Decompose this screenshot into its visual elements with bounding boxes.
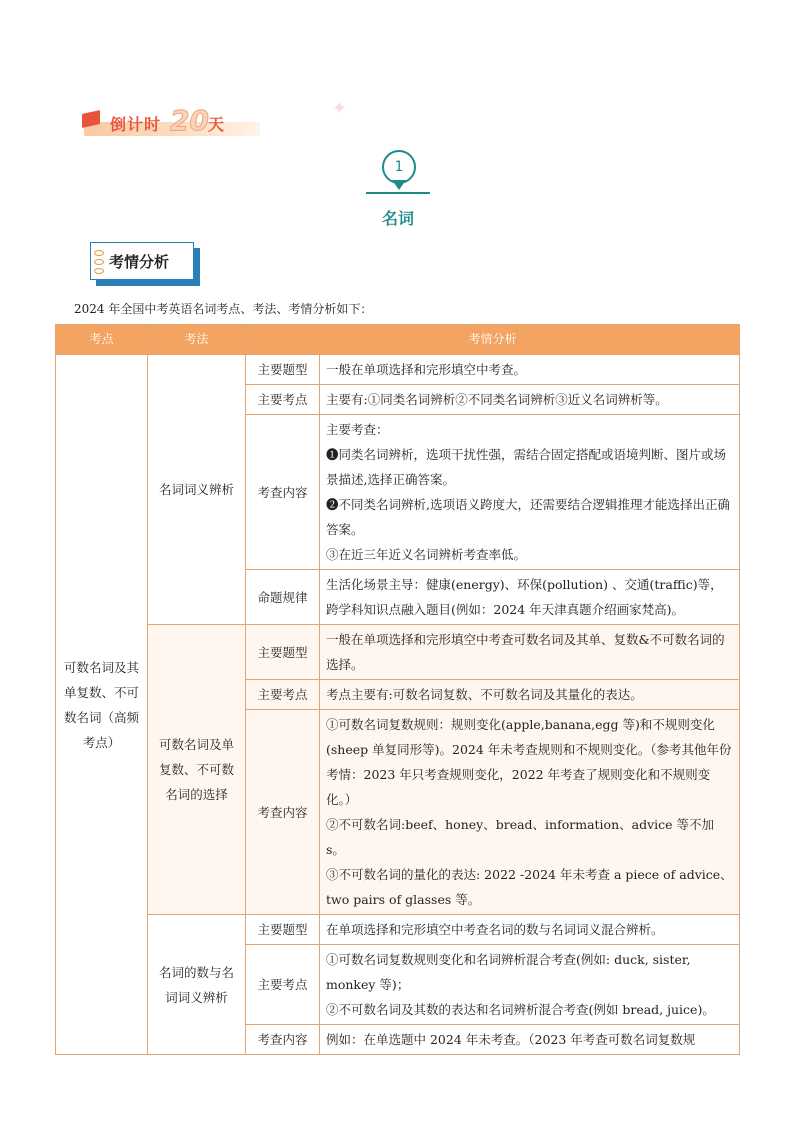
row-content (320, 385, 740, 415)
binder-ring-icon (94, 268, 104, 274)
content-line: ❶同类名词辨析，选项干扰性强，需结合固定搭配或语境判断、图片或场景描述,选择正确答案。 (326, 447, 727, 487)
row-content (320, 945, 740, 1025)
section-index: 1 (382, 150, 416, 184)
content-line: ①可数名词复数规则变化和名词辨析混合考查(例如: duck, sister, monkey 等)； (326, 952, 691, 992)
row-label: 考查内容 (246, 1025, 320, 1055)
table-row (56, 915, 740, 945)
content-line: 一般在单项选择和完形填空中考查。 (326, 362, 527, 377)
content-line: ①可数名词复数规则：规则变化(apple,banana,egg 等)和不规则变化(sheep 单复同形等)。2024 年未考查规则和不规则变化。（参考其他年份考情：2023 年只考查规则变化，2022 年考查了规则变化和不规则变化。） (326, 717, 732, 807)
analysis-table (55, 324, 740, 1055)
pin-tip-icon (392, 180, 406, 190)
row-content (320, 710, 740, 915)
method-cell: 名词的数与名词词义辨析 (148, 915, 246, 1055)
row-label: 考查内容 (246, 710, 320, 915)
row-label: 主要考点 (246, 385, 320, 415)
row-label: 主要题型 (246, 625, 320, 680)
binder-ring-icon (94, 259, 104, 265)
content-line: ③在近三年近义名词辨析考查率低。 (326, 547, 527, 562)
method-cell: 名词词义辨析 (148, 355, 246, 625)
section-underline (366, 192, 430, 194)
content-line: 主要有:①同类名词辨析②不同类名词辨析③近义名词辨析等。 (326, 392, 668, 407)
countdown-banner (82, 98, 348, 137)
row-content (320, 915, 740, 945)
row-content (320, 625, 740, 680)
row-label: 主要考点 (246, 680, 320, 710)
row-label: 主要题型 (246, 355, 320, 385)
row-label: 主要考点 (246, 945, 320, 1025)
banner-prefix: 倒计时 (110, 115, 162, 134)
row-label: 命题规律 (246, 570, 320, 625)
row-content (320, 1025, 740, 1055)
analysis-heading (90, 242, 198, 284)
table-header-row (56, 325, 740, 355)
content-line: ❷不同类名词辨析,选项语义跨度大，还需要结合逻辑推理才能选择出正确答案。 (326, 497, 730, 537)
content-line: ②不可数名词及其数的表达和名词辨析混合考查(例如 bread, juice)。 (326, 1002, 715, 1017)
row-label: 主要题型 (246, 915, 320, 945)
content-line: 考点主要有:可数名词复数、不可数名词及其量化的表达。 (326, 687, 643, 702)
intro-text: 2024 年全国中考英语名词考点、考法、考情分析如下： (74, 302, 373, 316)
topic-cell: 可数名词及其单复数、不可数名词（高频考点） (56, 355, 148, 1055)
content-line: 生活化场景主导：健康(energy)、环保(pollution) 、交通(traffic)等，跨学科知识点融入题目(例如：2024 年天津真题介绍画家梵高)。 (326, 577, 723, 617)
content-line: ②不可数名词:beef、honey、bread、information、advice 等不加 s。 (326, 817, 715, 857)
content-line: ③不可数名词的量化的表达: 2022 -2024 年未考查 a piece of advice、two pairs of glasses 等。 (326, 867, 733, 907)
row-content (320, 415, 740, 570)
header-analysis: 考情分析 (246, 325, 740, 355)
table-row (56, 625, 740, 680)
binder-ring-icon (94, 250, 104, 256)
content-line: 例如：在单选题中 2024 年未考查。（2023 年考查可数名词复数规 (326, 1032, 696, 1047)
content-line: 一般在单项选择和完形填空中考查可数名词及其单、复数&不可数名词的选择。 (326, 632, 725, 672)
row-content (320, 680, 740, 710)
header-method: 考法 (148, 325, 246, 355)
row-content (320, 570, 740, 625)
method-cell: 可数名词及单复数、不可数名词的选择 (148, 625, 246, 915)
header-topic: 考点 (56, 325, 148, 355)
heading-label: 考情分析 (90, 242, 194, 280)
table-row (56, 355, 740, 385)
sparkle-icon: ✦ (332, 98, 348, 119)
content-line: 主要考查： (326, 422, 389, 437)
content-line: 在单项选择和完形填空中考查名词的数与名词词义混合辨析。 (326, 922, 664, 937)
row-label: 考查内容 (246, 415, 320, 570)
banner-suffix: 天 (208, 115, 225, 134)
section-title: 名词 (381, 209, 414, 228)
row-content (320, 355, 740, 385)
section-marker (366, 150, 430, 196)
banner-number: 20 (170, 104, 209, 137)
